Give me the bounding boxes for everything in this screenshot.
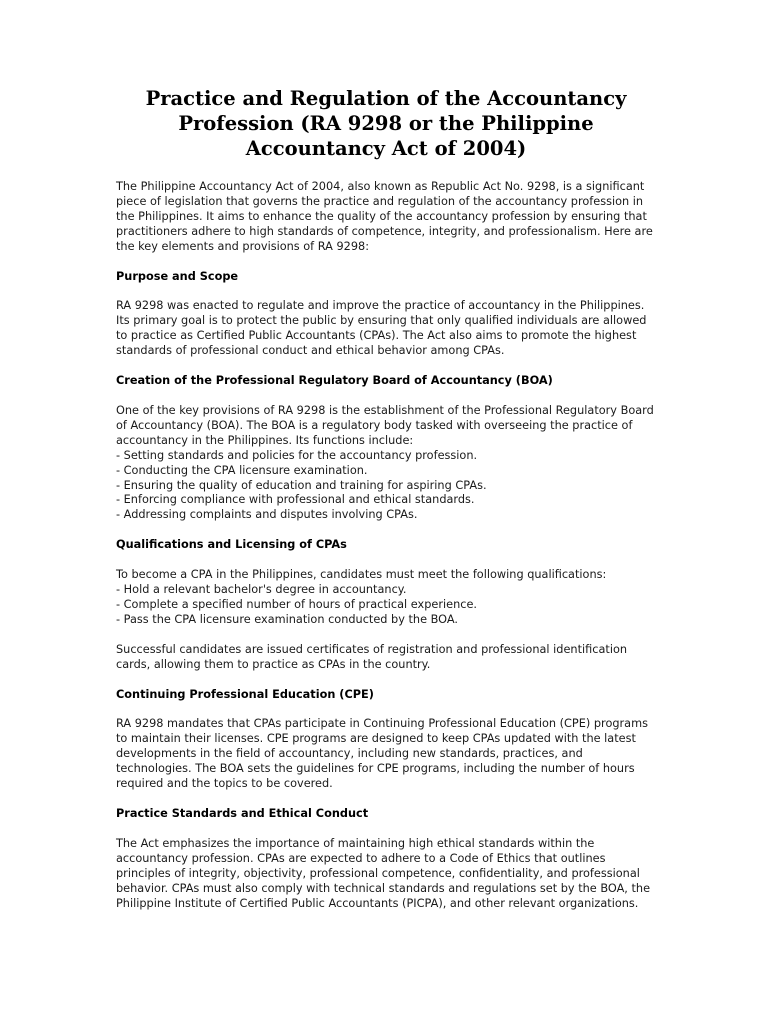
boa-functions-list (116, 449, 656, 524)
section-heading-qualifications: Qualifications and Licensing of CPAs (116, 538, 347, 552)
document-title: Practice and Regulation of the Accountancy Profession (RA 9298 or the Philippine Accountancy Act of 2004) (145, 87, 627, 160)
section-paragraph: RA 9298 was enacted to regulate and improve the practice of accountancy in the Philippines. Its primary goal is to protect the public by ensuring that only qualified individuals are allowed to practice as Certified Public Accountants (CPAs). The Act also aims to promote the highest standards of professional conduct and ethical behavior among CPAs. (116, 299, 647, 358)
section-heading-boa: Creation of the Professional Regulatory Board of Accountancy (BOA) (116, 374, 553, 388)
list-item: - Conducting the CPA licensure examination. (116, 464, 656, 479)
list-item: - Pass the CPA licensure examination conducted by the BOA. (116, 613, 656, 628)
section-paragraph: One of the key provisions of RA 9298 is the establishment of the Professional Regulatory Board of Accountancy (BOA). The BOA is a regulatory body tasked with overseeing the practice of accountancy in the Philippines. Its functions include: (116, 403, 654, 447)
section-paragraph: To become a CPA in the Philippines, candidates must meet the following qualifications: (116, 568, 607, 582)
document-body (116, 86, 656, 926)
list-item: - Addressing complaints and disputes involving CPAs. (116, 508, 656, 523)
list-item: - Hold a relevant bachelor's degree in accountancy. (116, 583, 656, 598)
list-item: - Complete a specified number of hours of practical experience. (116, 598, 656, 613)
qualifications-list (116, 583, 656, 628)
section-paragraph: The Act emphasizes the importance of maintaining high ethical standards within the accountancy profession. CPAs are expected to adhere to a Code of Ethics that outlines principles of integrity, objectivity, professional competence, confidentiality, and professional behavior. CPAs must also comply with technical standards and regulations set by the BOA, the Philippine Institute of Certified Public Accountants (PICPA), and other relevant organizations. (116, 836, 651, 910)
section-paragraph: Successful candidates are issued certificates of registration and professional identification cards, allowing them to practice as CPAs in the country. (116, 642, 628, 671)
section-heading-ethics: Practice Standards and Ethical Conduct (116, 807, 369, 820)
intro-paragraph: The Philippine Accountancy Act of 2004, also known as Republic Act No. 9298, is a significant piece of legislation that governs the practice and regulation of the accountancy profession in the Philippines. It aims to enhance the quality of the accountancy profession by ensuring that practitioners adhere to high standards of competence, integrity, and professionalism. Here are the key elements and provisions of RA 9298: (116, 180, 653, 253)
section-heading-cpe: Continuing Professional Education (CPE) (116, 687, 374, 701)
list-item: - Setting standards and policies for the accountancy profession. (116, 449, 656, 464)
section-heading-purpose-scope: Purpose and Scope (116, 269, 239, 283)
list-item: - Enforcing compliance with professional and ethical standards. (116, 493, 656, 508)
section-paragraph: RA 9298 mandates that CPAs participate in Continuing Professional Education (CPE) programs to maintain their licenses. CPE programs are designed to keep CPAs updated with the latest developments in the field of accountancy, including new standards, practices, and technologies. The BOA sets the guidelines for CPE programs, including the number of hours required and the topics to be covered. (116, 717, 648, 791)
list-item: - Ensuring the quality of education and training for aspiring CPAs. (116, 479, 656, 494)
